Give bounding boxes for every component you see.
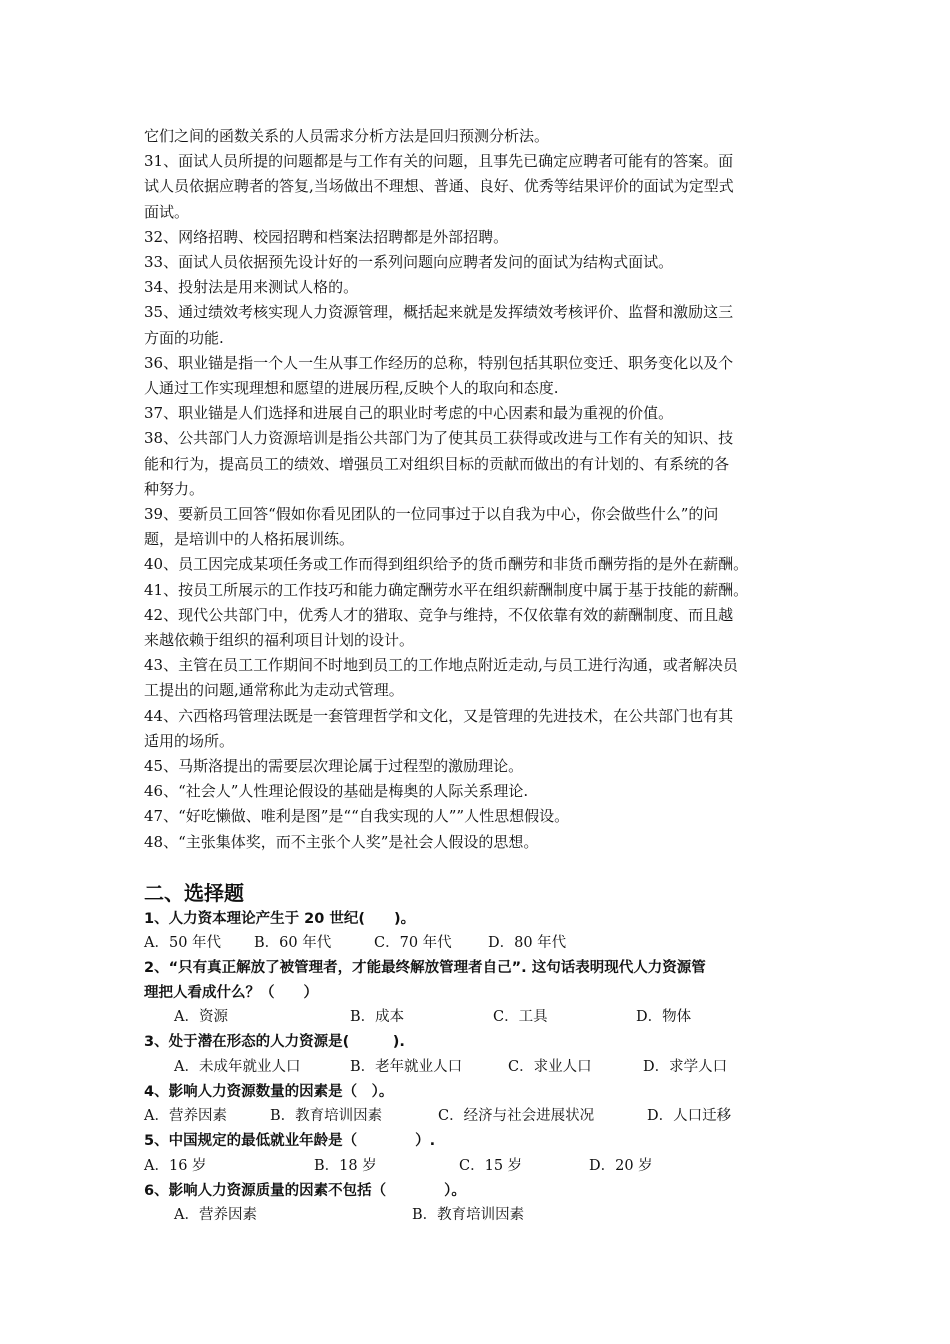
question-item (144, 907, 812, 957)
text-line: 35、通过绩效考核实现人力资源管理，概括起来就是发挥绩效考核评价、监督和激励这三 (144, 303, 734, 322)
section-heading: 二、选择题 (144, 880, 244, 905)
text-line: 45、马斯洛提出的需要层次理论属于过程型的激励理论。 (144, 757, 524, 776)
choice-section (144, 907, 812, 1229)
option-c: C．15 岁 (459, 1157, 523, 1174)
question-item (144, 1179, 812, 1229)
text-line: 种努力。 (144, 479, 205, 498)
text-line: 31、面试人员所提的问题都是与工作有关的问题，且事先已确定应聘者可能有的答案。面 (144, 152, 734, 171)
text-line: 人通过工作实现理想和愿望的进展历程,反映个人的取向和态度. (144, 379, 559, 398)
question-item (144, 956, 812, 1030)
question-text: 理把人看成什么？（ ） (144, 984, 318, 1001)
option-c: C．70 年代 (374, 935, 452, 952)
text-line: 33、面试人员依据预先设计好的一系列问题向应聘者发问的面试为结构式面试。 (144, 253, 674, 272)
text-line: 44、六西格玛管理法既是一套管理哲学和文化，又是管理的先进技术，在公共部门也有其 (144, 706, 734, 725)
option-d: D．20 岁 (589, 1157, 653, 1174)
option-c: C．经济与社会进展状况 (438, 1108, 595, 1125)
question-text: 2、“只有真正解放了被管理者，才能最终解放管理者自己”. 这句话表明现代人力资源管 (144, 960, 706, 977)
option-a: A．营养因素 (174, 1207, 257, 1224)
document-page (144, 124, 812, 1228)
question-item (144, 1030, 812, 1080)
question-text: 5、中国规定的最低就业年龄是（ ）. (144, 1133, 436, 1150)
option-d: D．求学人口 (643, 1058, 728, 1075)
option-b: B．教育培训因素 (270, 1108, 383, 1125)
text-line: 来越依赖于组织的福利项目计划的设计。 (144, 631, 415, 650)
text-line: 38、公共部门人力资源培训是指公共部门为了使其员工获得或改进与工作有关的知识、技 (144, 429, 734, 448)
text-line: 37、职业锚是人们选择和进展自己的职业时考虑的中心因素和最为重视的价值。 (144, 404, 674, 423)
question-text: 6、影响人力资源质量的因素不包括（ ）。 (144, 1182, 466, 1199)
option-a: A．营养因素 (144, 1108, 227, 1125)
text-line: 43、主管在员工工作期间不时地到员工的工作地点附近走动,与员工进行沟通，或者解决员 (144, 656, 738, 675)
text-line: 试人员依据应聘者的答复,当场做出不理想、普通、良好、优秀等结果评价的面试为定型式 (144, 177, 734, 196)
option-b: B．60 年代 (254, 935, 332, 952)
text-line: 32、网络招聘、校园招聘和档案法招聘都是外部招聘。 (144, 227, 509, 246)
option-row (144, 1104, 812, 1129)
text-line: 41、按员工所展示的工作技巧和能力确定酬劳水平在组织薪酬制度中属于基于技能的薪酬。 (144, 580, 749, 599)
option-row (144, 931, 812, 956)
text-line: 34、投射法是用来测试人格的。 (144, 278, 359, 297)
option-row (144, 1203, 812, 1228)
option-a: A．16 岁 (144, 1157, 207, 1174)
text-line: 40、员工因完成某项任务或工作而得到组织给予的货币酬劳和非货币酬劳指的是外在薪酬。 (144, 555, 749, 574)
text-line: 42、现代公共部门中，优秀人才的猎取、竞争与维持，不仅依靠有效的薪酬制度、而且越 (144, 605, 734, 624)
option-b: B．18 岁 (314, 1157, 377, 1174)
text-line: 能和行为，提高员工的绩效、增强员工对组织目标的贡献而做出的有计划的、有系统的各 (144, 454, 730, 473)
option-d: D．物体 (636, 1009, 692, 1026)
question-item (144, 1080, 812, 1130)
option-c: C．工具 (493, 1009, 548, 1026)
option-b: B．教育培训因素 (412, 1207, 525, 1224)
option-d: D．80 年代 (488, 935, 567, 952)
option-b: B．成本 (350, 1009, 405, 1026)
text-line: 工提出的问题,通常称此为走动式管理。 (144, 681, 404, 700)
option-a: A．资源 (174, 1009, 228, 1026)
text-line: 方面的功能. (144, 328, 224, 347)
option-a: A．50 年代 (144, 935, 222, 952)
option-row (144, 1154, 812, 1179)
option-row (144, 1005, 812, 1030)
text-line: 题，是培训中的人格拓展训练。 (144, 530, 355, 549)
text-line: 面试。 (144, 202, 190, 221)
text-line: 适用的场所。 (144, 731, 235, 750)
text-line: 47、“好吃懒做、唯利是图”是““自我实现的人””人性思想假设。 (144, 807, 570, 826)
text-line: 48、“主张集体奖，而不主张个人奖”是社会人假设的思想。 (144, 832, 539, 851)
option-row (144, 1055, 812, 1080)
text-line: 它们之间的函数关系的人员需求分析方法是回归预测分析法。 (144, 127, 550, 145)
text-line: 36、职业锚是指一个人一生从事工作经历的总称，特别包括其职位变迁、职务变化以及个 (144, 353, 734, 372)
text-line: 39、要新员工回答“假如你看见团队的一位同事过于以自我为中心，你会做些什么”的问 (144, 505, 719, 524)
option-c: C．求业人口 (508, 1058, 592, 1075)
option-b: B．老年就业人口 (350, 1058, 463, 1075)
question-text: 4、影响人力资源数量的因素是（ ）。 (144, 1083, 394, 1100)
option-a: A．未成年就业人口 (174, 1058, 301, 1075)
true-false-section (144, 124, 812, 855)
text-line: 46、“社会人”人性理论假设的基础是梅奥的人际关系理论. (144, 782, 529, 801)
question-text: 1、人力资本理论产生于 20 世纪( )。 (144, 910, 416, 927)
option-d: D．人口迁移 (647, 1108, 732, 1125)
question-text: 3、处于潜在形态的人力资源是( ). (144, 1034, 405, 1051)
question-item (144, 1129, 812, 1179)
